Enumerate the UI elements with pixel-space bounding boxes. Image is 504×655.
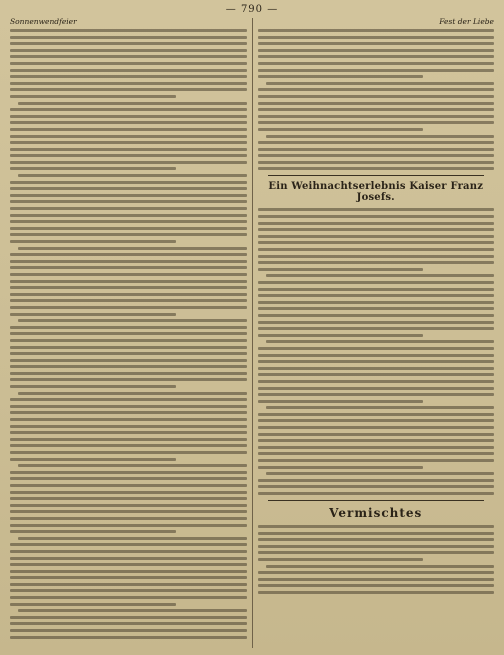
- text-line: [18, 609, 247, 612]
- text-line: [10, 603, 176, 606]
- text-line: [10, 596, 247, 599]
- text-line: [10, 491, 247, 494]
- text-line: [10, 141, 247, 144]
- right-body-text-1: [258, 29, 495, 170]
- text-line: [258, 360, 495, 363]
- text-line: [10, 589, 247, 592]
- right-body-text-3: [258, 525, 495, 594]
- text-line: [258, 141, 495, 144]
- left-top-fragment: Sonnenwendfeier: [10, 18, 77, 26]
- text-line: [10, 82, 247, 85]
- section-divider-2: [268, 500, 485, 501]
- text-line: [10, 161, 247, 164]
- text-line: [258, 367, 495, 370]
- text-line: [258, 288, 495, 291]
- text-line: [258, 545, 495, 548]
- page-number: — 790 —: [225, 4, 279, 15]
- text-line: [10, 411, 247, 414]
- text-line: [10, 220, 247, 223]
- text-line: [10, 570, 247, 573]
- text-line: [258, 551, 495, 554]
- text-line: [10, 240, 176, 243]
- text-line: [10, 286, 247, 289]
- text-line: [10, 497, 247, 500]
- text-line: [258, 373, 495, 376]
- text-line: [10, 49, 247, 52]
- text-line: [10, 339, 247, 342]
- text-line: [258, 459, 495, 462]
- text-line: [10, 121, 247, 124]
- text-line: [10, 359, 247, 362]
- right-body-text-2: [258, 208, 495, 495]
- text-line: [258, 347, 495, 350]
- text-line: [10, 477, 247, 480]
- text-line: [258, 208, 495, 211]
- text-line: [258, 29, 495, 32]
- text-line: [258, 42, 495, 45]
- text-line: [10, 405, 247, 408]
- text-line: [258, 36, 495, 39]
- text-line: [10, 207, 247, 210]
- text-line: [10, 524, 247, 527]
- text-line: [10, 181, 247, 184]
- text-line: [258, 334, 424, 337]
- text-line: [258, 532, 495, 535]
- text-line: [258, 380, 495, 383]
- text-line: [10, 233, 247, 236]
- text-line: [10, 504, 247, 507]
- text-line: [258, 281, 495, 284]
- text-line: [10, 187, 247, 190]
- text-line: [258, 439, 495, 442]
- text-line: [10, 62, 247, 65]
- text-line: [258, 485, 495, 488]
- text-line: [258, 558, 424, 561]
- text-line: [10, 227, 247, 230]
- text-line: [18, 537, 247, 540]
- text-line: [10, 299, 247, 302]
- text-line: [18, 319, 247, 322]
- text-line: [258, 268, 424, 271]
- text-line: [10, 616, 247, 619]
- left-column: [10, 18, 247, 648]
- text-line: [10, 293, 247, 296]
- text-line: [10, 576, 247, 579]
- text-line: [10, 167, 176, 170]
- text-line: [10, 128, 247, 131]
- text-line: [10, 398, 247, 401]
- section-divider: [268, 175, 485, 176]
- text-line: [10, 418, 247, 421]
- text-line: [10, 253, 247, 256]
- text-line: [10, 273, 247, 276]
- text-line: [18, 464, 247, 467]
- text-line: [266, 135, 495, 138]
- text-line: [258, 121, 495, 124]
- text-line: [258, 387, 495, 390]
- right-column: [258, 18, 495, 648]
- text-line: [258, 102, 495, 105]
- text-line: [10, 95, 176, 98]
- text-line: [10, 346, 247, 349]
- columns: [10, 18, 494, 648]
- text-line: [258, 578, 495, 581]
- text-line: [10, 55, 247, 58]
- text-line: [10, 510, 247, 513]
- text-line: [10, 484, 247, 487]
- text-line: [258, 321, 495, 324]
- text-line: [258, 222, 495, 225]
- text-line: [258, 69, 495, 72]
- text-line: [18, 392, 247, 395]
- text-line: [10, 563, 247, 566]
- column-divider: [252, 18, 253, 648]
- text-line: [10, 458, 176, 461]
- text-line: [258, 55, 495, 58]
- text-line: [10, 431, 247, 434]
- text-line: [258, 538, 495, 541]
- text-line: [18, 174, 247, 177]
- text-line: [258, 95, 495, 98]
- text-line: [10, 135, 247, 138]
- text-line: [10, 313, 176, 316]
- text-line: [258, 492, 495, 495]
- text-line: [258, 354, 495, 357]
- text-line: [258, 446, 495, 449]
- text-line: [258, 301, 495, 304]
- text-line: [10, 326, 247, 329]
- text-line: [10, 260, 247, 263]
- text-line: [258, 393, 495, 396]
- text-line: [10, 530, 176, 533]
- text-line: [258, 255, 495, 258]
- text-line: [258, 167, 495, 170]
- text-line: [10, 425, 247, 428]
- text-line: [258, 49, 495, 52]
- text-line: [10, 148, 247, 151]
- text-line: [10, 471, 247, 474]
- text-line: [10, 550, 247, 553]
- text-line: [258, 591, 495, 594]
- text-line: [10, 154, 247, 157]
- text-line: [10, 280, 247, 283]
- text-line: [258, 88, 495, 91]
- text-line: [10, 69, 247, 72]
- text-line: [10, 629, 247, 632]
- text-line: [258, 161, 495, 164]
- text-line: [10, 543, 247, 546]
- text-line: [258, 400, 424, 403]
- text-line: [258, 248, 495, 251]
- text-line: [10, 583, 247, 586]
- left-body-text: [10, 29, 247, 639]
- text-line: [10, 115, 247, 118]
- text-line: [266, 340, 495, 343]
- text-line: [266, 274, 495, 277]
- text-line: [258, 75, 424, 78]
- text-line: [258, 327, 495, 330]
- text-line: [10, 365, 247, 368]
- text-line: [258, 307, 495, 310]
- text-line: [258, 62, 495, 65]
- text-line: [10, 29, 247, 32]
- article-heading: Ein Weihnachtserlebnis Kaiser Franz Josefs.: [268, 181, 484, 204]
- text-line: [258, 452, 495, 455]
- text-line: [258, 115, 495, 118]
- text-line: [258, 148, 495, 151]
- text-line: [10, 75, 247, 78]
- section-heading: Vermischtes: [329, 506, 423, 520]
- text-line: [258, 228, 495, 231]
- text-line: [258, 571, 495, 574]
- text-line: [10, 444, 247, 447]
- text-line: [10, 332, 247, 335]
- text-line: [10, 42, 247, 45]
- text-line: [10, 194, 247, 197]
- text-line: [10, 557, 247, 560]
- text-line: [10, 517, 247, 520]
- text-line: [10, 378, 247, 381]
- text-line: [258, 241, 495, 244]
- text-line: [10, 372, 247, 375]
- text-line: [258, 413, 495, 416]
- text-line: [258, 426, 495, 429]
- text-line: [258, 215, 495, 218]
- text-line: [10, 385, 176, 388]
- text-line: [258, 128, 424, 131]
- text-line: [258, 294, 495, 297]
- text-line: [10, 88, 247, 91]
- text-line: [10, 352, 247, 355]
- text-line: [10, 306, 247, 309]
- text-line: [258, 419, 495, 422]
- text-line: [266, 82, 495, 85]
- text-line: [10, 266, 247, 269]
- text-line: [18, 102, 247, 105]
- text-line: [258, 261, 495, 264]
- text-line: [10, 438, 247, 441]
- text-line: [18, 247, 247, 250]
- text-line: [10, 636, 247, 639]
- text-line: [258, 433, 495, 436]
- text-line: [266, 565, 495, 568]
- text-line: [266, 406, 495, 409]
- text-line: [10, 622, 247, 625]
- text-line: [10, 451, 247, 454]
- text-line: [258, 584, 495, 587]
- right-top-fragment: Fest der Liebe: [439, 18, 494, 26]
- text-line: [258, 235, 495, 238]
- text-line: [258, 466, 424, 469]
- text-line: [258, 108, 495, 111]
- text-line: [258, 314, 495, 317]
- text-line: [258, 479, 495, 482]
- text-line: [258, 525, 495, 528]
- text-line: [10, 108, 247, 111]
- text-line: [258, 154, 495, 157]
- text-line: [10, 200, 247, 203]
- text-line: [266, 472, 495, 475]
- text-line: [10, 36, 247, 39]
- text-line: [10, 214, 247, 217]
